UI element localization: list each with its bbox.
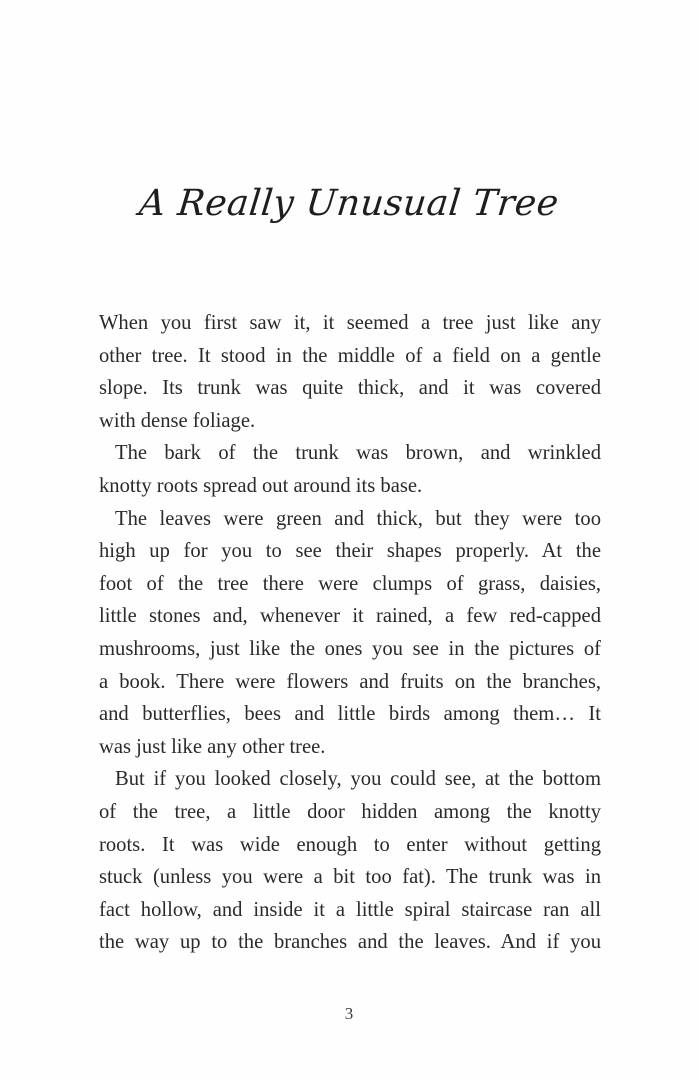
text-line: the way up to the branches and the leaves. And if you: [99, 931, 601, 954]
text-line: other tree. It stood in the middle of a field on a gentle: [99, 344, 601, 367]
paragraph: [99, 307, 601, 437]
text-line: knotty roots spread out around its base.: [99, 474, 423, 497]
text-line: fact hollow, and inside it a little spiral staircase ran all: [99, 898, 601, 921]
text-line: foot of the tree there were clumps of grass, daisies,: [99, 572, 601, 595]
paragraph: [99, 763, 601, 959]
text-line: was just like any other tree.: [99, 735, 326, 758]
chapter-title: A Really Unusual Tree: [137, 183, 561, 224]
text-line: mushrooms, just like the ones you see in the pictures of: [99, 637, 601, 660]
text-line: and butterflies, bees and little birds among them… It: [99, 703, 601, 726]
text-line: The leaves were green and thick, but they were too: [115, 507, 601, 530]
text-line: When you first saw it, it seemed a tree just like any: [99, 312, 601, 334]
text-line: The bark of the trunk was brown, and wrinkled: [115, 442, 601, 465]
paragraph: [99, 503, 601, 764]
text-line: a book. There were flowers and fruits on the branches,: [99, 670, 601, 693]
text-line: high up for you to see their shapes properly. At the: [99, 540, 601, 563]
text-line: little stones and, whenever it rained, a few red-capped: [99, 605, 601, 628]
paragraph: [99, 437, 601, 502]
page-number: 3: [344, 1004, 354, 1023]
text-line: stuck (unless you were a bit too fat). The trunk was in: [99, 866, 601, 889]
text-line: roots. It was wide enough to enter without getting: [99, 833, 601, 856]
body-text: [99, 307, 601, 959]
text-line: with dense foliage.: [99, 409, 256, 432]
text-line: But if you looked closely, you could see, at the bottom: [115, 768, 601, 791]
text-line: slope. Its trunk was quite thick, and it was covered: [99, 377, 601, 400]
text-line: of the tree, a little door hidden among the knotty: [99, 800, 601, 823]
